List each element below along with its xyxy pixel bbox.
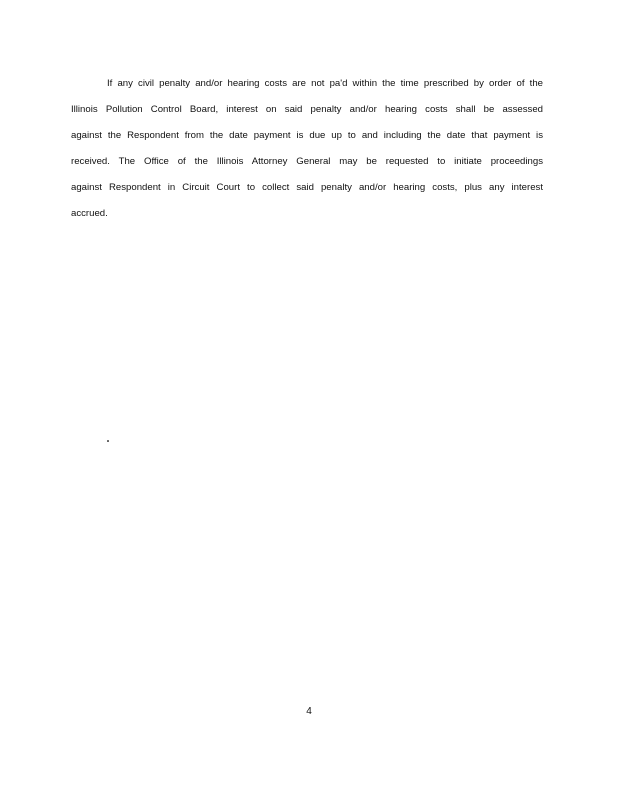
paragraph-line-4: received. The Office of the Illinois Attorney General may be requested to initiate proceedings: [71, 156, 543, 167]
scan-speck: [107, 440, 109, 442]
paragraph-line-5: against Respondent in Circuit Court to collect said penalty and/or hearing costs, plus any interest: [71, 182, 543, 193]
paragraph-line-6: accrued.: [71, 208, 108, 219]
page-number: 4: [306, 706, 312, 717]
paragraph-line-3: against the Respondent from the date payment is due up to and including the date that payment is: [71, 130, 543, 141]
paragraph-line-2: Illinois Pollution Control Board, interest on said penalty and/or hearing costs shall be assessed: [71, 104, 543, 115]
paragraph-line-1: If any civil penalty and/or hearing costs are not pa'd within the time prescribed by order of the: [107, 78, 543, 89]
